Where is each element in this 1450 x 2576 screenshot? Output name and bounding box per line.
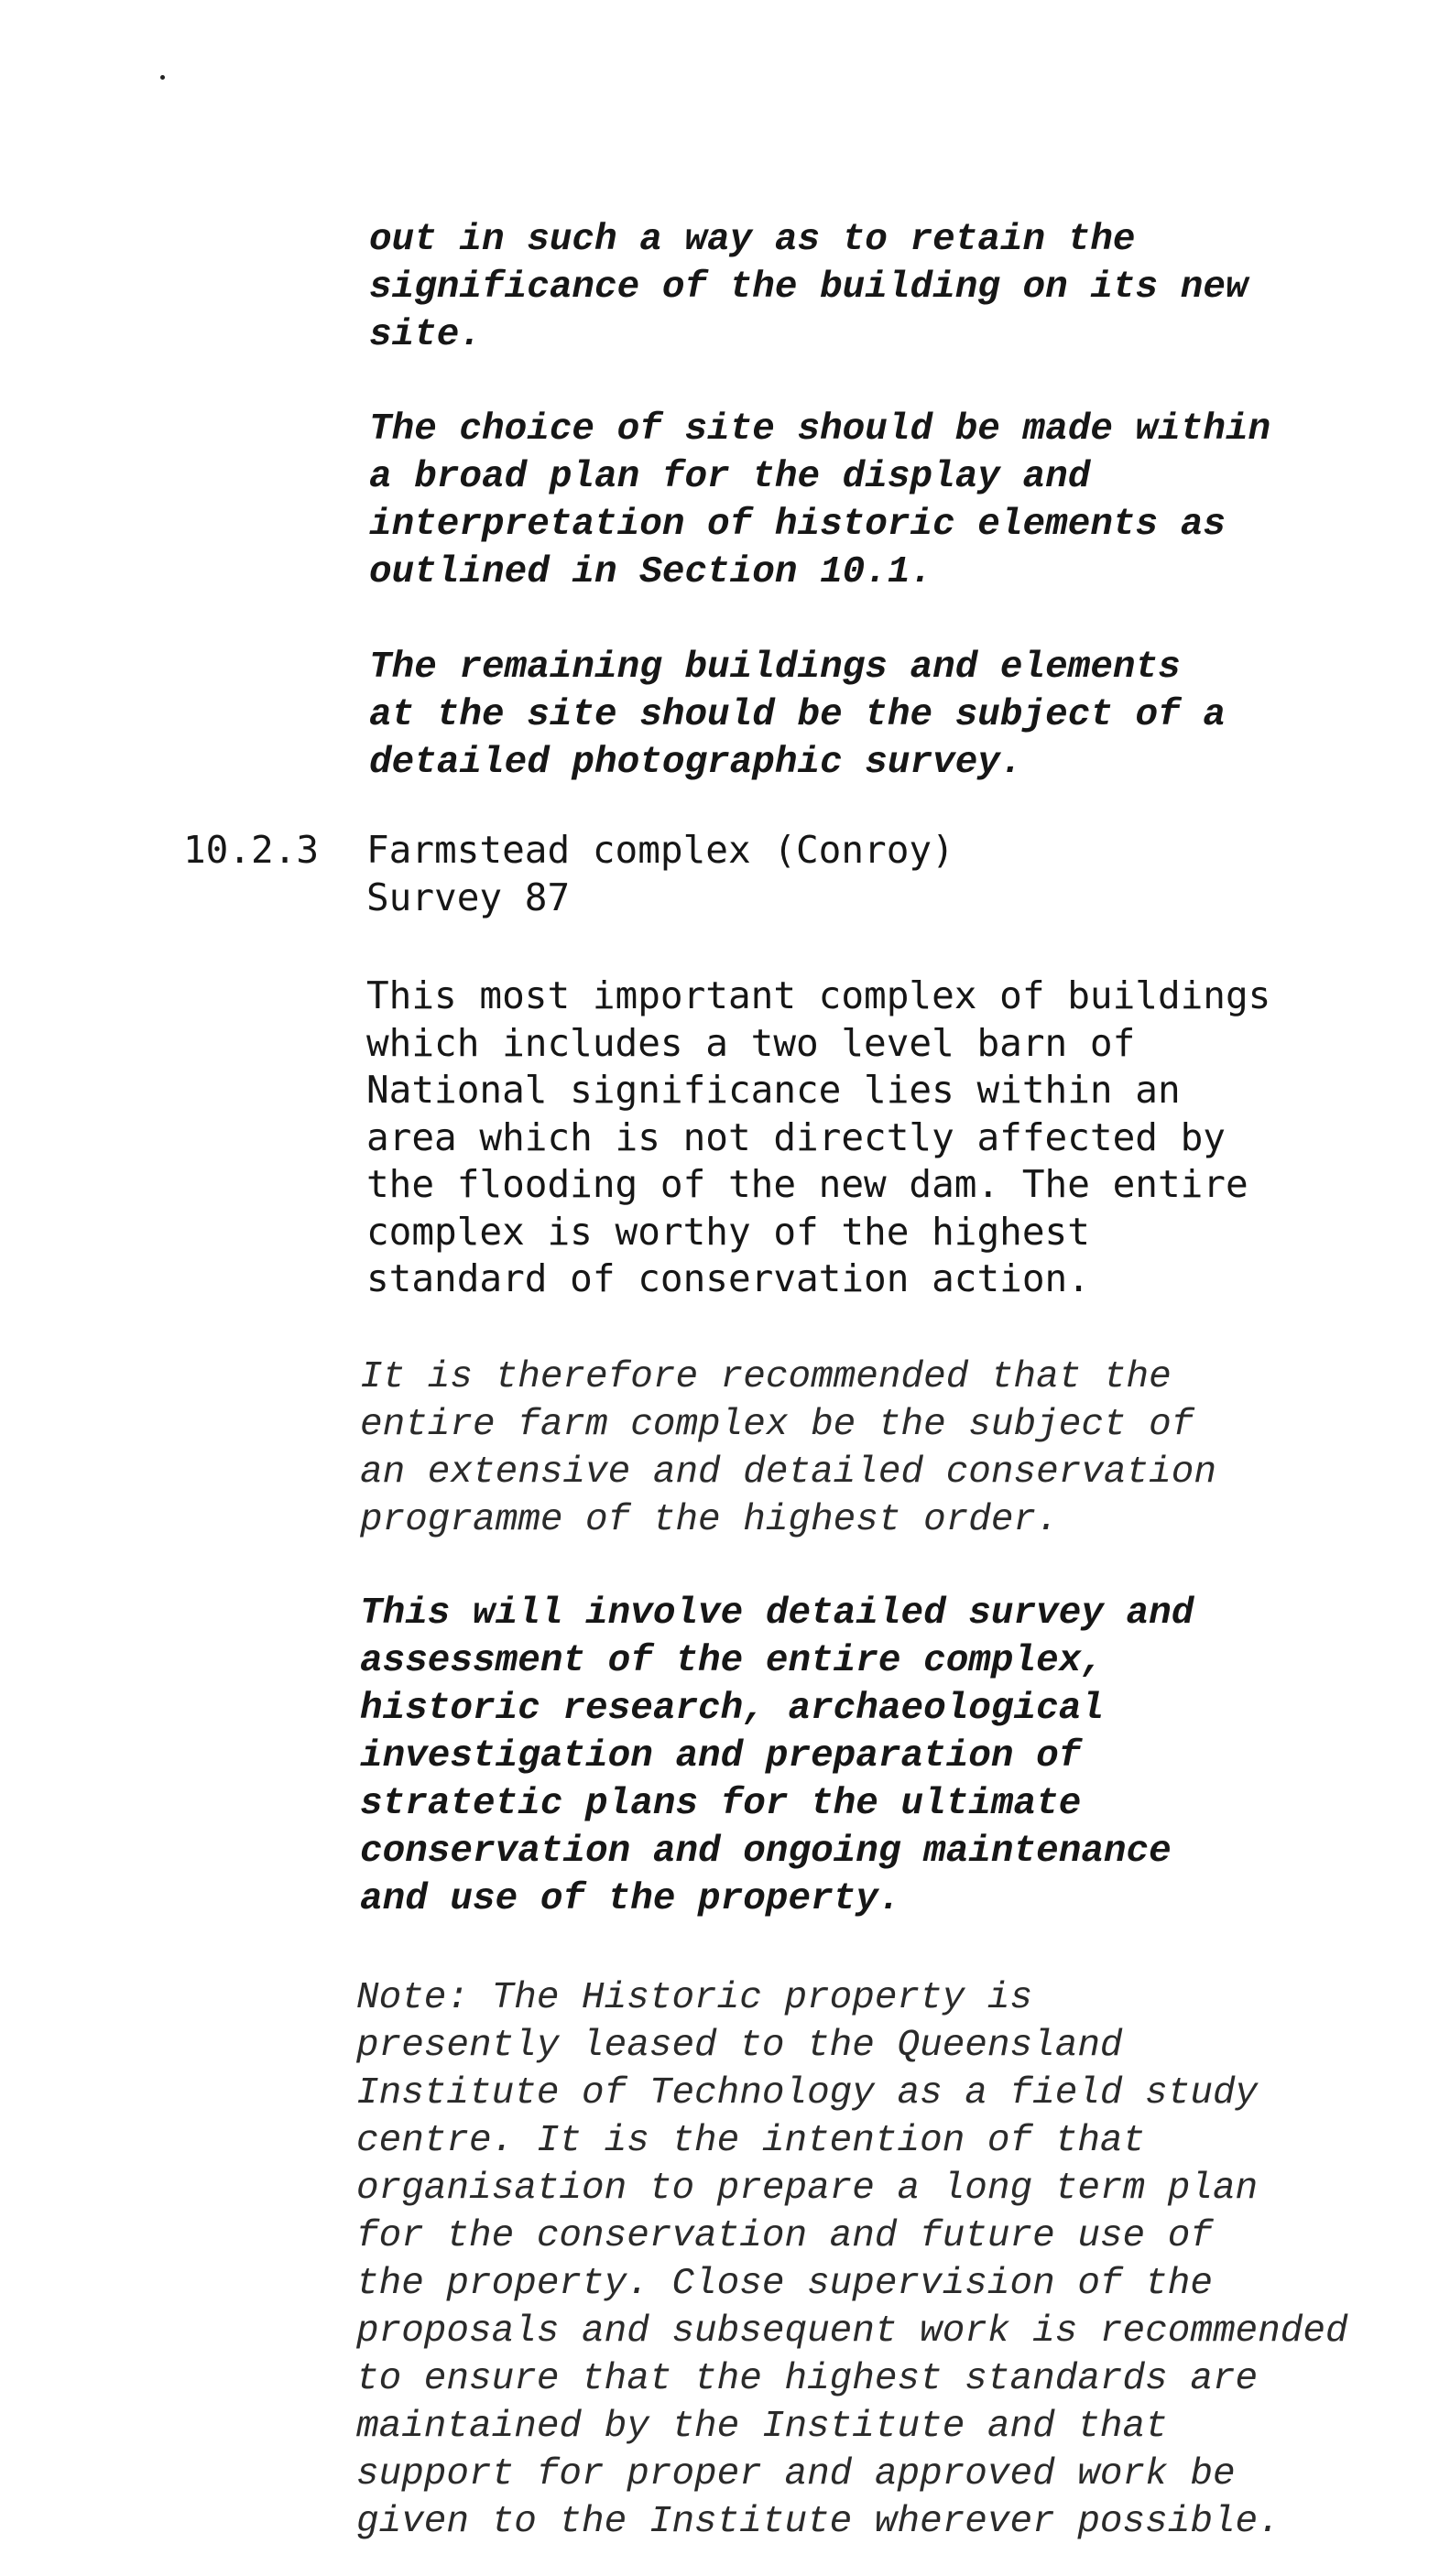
paragraph-involvement [360,1590,1194,1923]
section-heading [366,826,954,921]
text-line: Institute of Technology as a field study [356,2072,1259,2114]
text-line: entire farm complex be the subject of [360,1404,1194,1446]
text-line: It is therefore recommended that the [360,1356,1172,1398]
text-line: presently leased to the Queensland [356,2025,1123,2067]
section-title: Farmstead complex (Conroy) [366,828,954,872]
text-line: This most important complex of buildings [366,973,1271,1017]
paragraph-note [356,1974,1348,2546]
paragraph-site-retention [369,216,1248,359]
text-line: The choice of site should be made within [369,408,1271,451]
text-line: Note: The Historic property is [356,1977,1033,2019]
text-line: complex is worthy of the highest [366,1209,1090,1254]
text-line: detailed photographic survey. [369,742,1023,784]
text-line: This will involve detailed survey and [360,1592,1194,1635]
text-line: the property. Close supervision of the [356,2263,1213,2305]
text-line: centre. It is the intention of that [356,2120,1146,2162]
text-line: proposals and subsequent work is recommended [356,2310,1348,2353]
text-line: National significance lies within an [366,1068,1181,1112]
paragraph-complex-description [366,973,1270,1303]
text-line: maintained by the Institute and that [356,2406,1168,2448]
text-line: a broad plan for the display and [369,456,1091,498]
text-line: significance of the building on its new [369,266,1248,309]
text-line: stratetic plans for the ultimate [360,1783,1082,1825]
text-line: and use of the property. [360,1878,901,1920]
text-line: standard of conservation action. [366,1256,1090,1300]
text-line: site. [369,314,483,356]
text-line: to ensure that the highest standards are [356,2358,1259,2400]
section-number: 10.2.3 [183,828,320,872]
text-line: area which is not directly affected by [366,1114,1226,1159]
paragraph-remaining-buildings [369,644,1226,787]
text-line: the flooding of the new dam. The entire [366,1162,1248,1206]
text-line: out in such a way as to retain the [369,219,1136,261]
text-line: for the conservation and future use of [356,2215,1213,2257]
text-line: investigation and preparation of [360,1735,1082,1777]
text-line: an extensive and detailed conservation [360,1451,1216,1494]
text-line: at the site should be the subject of a [369,694,1226,736]
section-subtitle: Survey 87 [366,875,571,919]
text-line: The remaining buildings and elements [369,647,1181,689]
text-line: historic research, archaeological [360,1688,1104,1730]
text-line: interpretation of historic elements as [369,504,1226,546]
text-line: given to the Institute wherever possible. [356,2501,1281,2543]
text-line: outlined in Section 10.1. [369,551,933,593]
text-line: support for proper and approved work be [356,2453,1236,2495]
paragraph-recommendation [360,1353,1216,1544]
paragraph-site-choice [369,406,1270,596]
text-line: programme of the highest order. [360,1499,1059,1541]
scan-speck [160,75,165,80]
text-line: which includes a two level barn of [366,1020,1136,1065]
text-line: conservation and ongoing maintenance [360,1831,1172,1873]
text-line: assessment of the entire complex, [360,1640,1104,1682]
text-line: organisation to prepare a long term plan [356,2168,1259,2210]
